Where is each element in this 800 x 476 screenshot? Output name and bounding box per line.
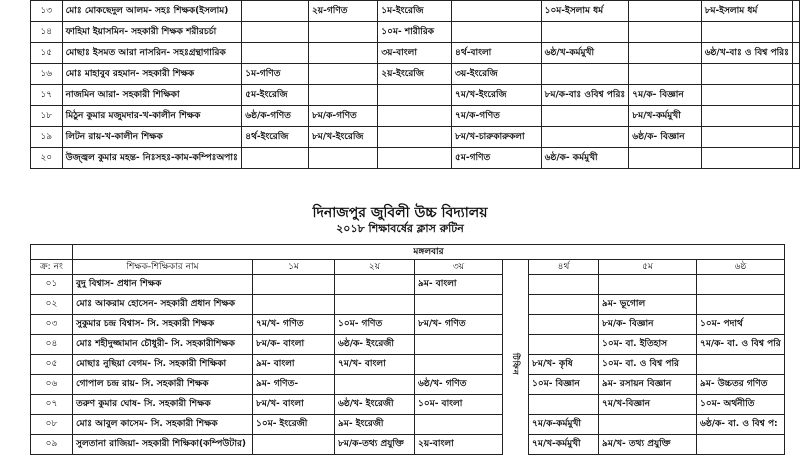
edge-cell (793, 1, 800, 22)
serial-number: ১৫ (31, 43, 63, 64)
table-row (31, 295, 785, 315)
period-cell: ৮ম/ক- বাংলা (253, 335, 335, 355)
period-cell: ১০ম- ইংরেজী (253, 415, 335, 435)
edge-cell (793, 64, 800, 85)
school-name: দিনাজপুর জুবিলী উচ্চ বিদ্যালয় (312, 205, 488, 221)
table-row (31, 22, 800, 43)
period-cell: ৮ম/খ-চারুকারুকলা (452, 127, 542, 148)
table-row (31, 315, 785, 335)
serial-number: ০৪ (31, 335, 73, 355)
header-sn: ক্র: নং (31, 260, 73, 275)
period-cell: ৭ম/খ- বাংলা (335, 355, 415, 375)
period-cell: ৪র্থ-ইংরেজি (242, 127, 309, 148)
period-cell (242, 43, 309, 64)
period-cell: ৭ম/খ-বিজ্ঞান (599, 395, 697, 415)
period-cell (378, 106, 452, 127)
serial-number: ০৩ (31, 315, 73, 335)
period-cell (701, 85, 792, 106)
table-row (31, 395, 785, 415)
header-p5: ৫ম (599, 260, 697, 275)
period-cell (629, 43, 701, 64)
teacher-name: সুকুমার চন্দ্র বিশ্বাস- সি. সহকারী শিক্ষক (73, 315, 253, 335)
period-cell: ২য়-বাংলা (415, 435, 503, 455)
period-cell (599, 415, 697, 435)
tuesday-routine-table (30, 244, 785, 455)
period-cell: ৭ম/ক- বিজ্ঞান (629, 85, 701, 106)
serial-number: ১৯ (31, 127, 63, 148)
period-cell (415, 295, 503, 315)
teacher-name: মোঃ মাহাবুব রহমান- সহকারী শিক্ষক (62, 64, 242, 85)
teacher-name: মোঃ মোকছেদুল আলম- সহঃ শিক্ষক(ইসলাম) (62, 1, 242, 22)
period-cell: ৬ষ্ঠ/খ- গণিত (415, 375, 503, 395)
teacher-name: লিটন রায়-খ-কালীন শিক্ষক (62, 127, 242, 148)
period-cell: ২য়-গণিত (308, 1, 377, 22)
period-cell (529, 275, 599, 295)
period-cell: ১০ম- বা. ইতিহাস (599, 335, 697, 355)
period-cell (452, 1, 542, 22)
edge-cell (793, 106, 800, 127)
period-cell (415, 415, 503, 435)
period-cell: ১০ম- বিজ্ঞান (529, 375, 599, 395)
period-cell: ১০ম-ইসলাম ধর্ম (541, 1, 629, 22)
period-cell: ৯ম- রসায়ন বিজ্ঞান (599, 375, 697, 395)
teacher-name: ফাহিমা ইয়াসমিন- সহকারী শিক্ষক শরীরচর্চা (62, 22, 242, 43)
period-cell: ৮ম/ক-গণিত (308, 106, 377, 127)
period-cell (701, 127, 792, 148)
period-cell: ১০ম- বা. ও বিশ্ব পরি (599, 355, 697, 375)
period-cell: ৮ম/খ- গণিত (415, 315, 503, 335)
serial-number: ২০ (31, 148, 63, 169)
period-cell (253, 435, 335, 455)
serial-number: ০১ (31, 275, 73, 295)
period-cell: ৬ষ্ঠ/ক- ইংরেজী (335, 335, 415, 355)
period-cell (253, 275, 335, 295)
table-row (31, 85, 800, 106)
period-cell (529, 335, 599, 355)
serial-number: ১৮ (31, 106, 63, 127)
table-row (31, 148, 800, 169)
period-cell: ১ম-গণিত (242, 64, 309, 85)
period-cell (415, 355, 503, 375)
period-cell: ৭ম/খ- গণিত (253, 315, 335, 335)
table-row (31, 435, 785, 455)
title-block (0, 204, 800, 236)
serial-number: ০৫ (31, 355, 73, 375)
period-cell: ৭ম/খ-কর্মমুখী (529, 435, 599, 455)
tiffin-break-column (503, 275, 529, 455)
day-spacer (31, 245, 73, 260)
period-cell (378, 148, 452, 169)
period-cell: ৯ম- বাংলা (253, 355, 335, 375)
period-cell: ৭ম/ক- বা. ও বিশ্ব পরি (697, 335, 785, 355)
table-row (31, 415, 785, 435)
period-cell: ৭ম/ক-গণিত (452, 106, 542, 127)
table-row (31, 355, 785, 375)
period-cell (452, 22, 542, 43)
teacher-name: মোঃ আবুল কাসেম- সি. সহকারী শিক্ষক (73, 415, 253, 435)
serial-number: ০৭ (31, 395, 73, 415)
header-p3: ৩য় (415, 260, 503, 275)
tiffin-label: টিফিন (511, 353, 520, 376)
period-cell: ৬ষ্ঠ/খ- ইংরেজী (335, 395, 415, 415)
period-cell: ৬ষ্ঠ/খ-বাঃ ও বিশ্ব পরিঃ (701, 43, 792, 64)
table-row (31, 43, 800, 64)
period-cell (541, 127, 629, 148)
period-cell (308, 148, 377, 169)
routine-title: ২০১৮ শিক্ষাবর্ষের ক্লাস রুটিন (336, 222, 464, 235)
period-cell: ৯ম- ইংরেজী (335, 415, 415, 435)
period-cell (242, 1, 309, 22)
serial-number: ১৭ (31, 85, 63, 106)
period-cell (701, 106, 792, 127)
table-row (31, 335, 785, 355)
period-cell: ১০ম- শারীরিক (378, 22, 452, 43)
teacher-name: তরুণ কুমার ঘোষ- সি. সহকারী শিক্ষক (73, 395, 253, 415)
period-cell: ৬ষ্ঠ/ক- বা. ও বিশ্ব প: (697, 415, 785, 435)
period-cell (378, 127, 452, 148)
serial-number: ১৪ (31, 22, 63, 43)
period-cell: ৯ম- গণিত- (253, 375, 335, 395)
period-cell (541, 22, 629, 43)
teacher-name: মোছাঃ নুছিয়া বেগম- সি. সহকারী শিক্ষিকা (73, 355, 253, 375)
period-cell (629, 64, 701, 85)
period-cell: ৬ষ্ঠ/ক- কর্মমুখী (541, 148, 629, 169)
period-cell (541, 64, 629, 85)
period-cell (697, 295, 785, 315)
period-cell (599, 275, 697, 295)
period-cell: ৯ম- বাংলা (415, 275, 503, 295)
serial-number: ০৮ (31, 415, 73, 435)
teacher-name: গোপাল চন্দ্র রায়- সি. সহকারী শিক্ষক (73, 375, 253, 395)
period-cell: ৬ষ্ঠ/খ-কর্মমুখী (541, 43, 629, 64)
period-cell (629, 148, 701, 169)
period-cell (335, 275, 415, 295)
period-cell (335, 375, 415, 395)
edge-cell (793, 43, 800, 64)
period-cell: ৫ম-গণিত (452, 148, 542, 169)
period-cell: ৩য়-বাংলা (378, 43, 452, 64)
period-cell (529, 315, 599, 335)
period-cell: ৮ম/খ-কর্মমুখী (629, 106, 701, 127)
period-cell (242, 148, 309, 169)
table-row (31, 375, 785, 395)
period-cell (308, 22, 377, 43)
period-cell (253, 295, 335, 315)
table-row (31, 275, 785, 295)
period-cell: ৮ম/ক- বিজ্ঞান (599, 315, 697, 335)
period-cell: ৭ম/ক-কর্মমুখী (529, 415, 599, 435)
period-cell (308, 64, 377, 85)
period-cell: ১ম-ইংরেজি (378, 1, 452, 22)
table-row (31, 127, 800, 148)
teacher-name: মিঠুন কুমার মজুমদার-খ-কালীন শিক্ষক (62, 106, 242, 127)
period-cell (697, 355, 785, 375)
serial-number: ১৩ (31, 1, 63, 22)
period-cell: ৭ম/খ-ইংরেজি (452, 85, 542, 106)
serial-number: ০৯ (31, 435, 73, 455)
period-cell (529, 395, 599, 415)
header-p1: ১ম (253, 260, 335, 275)
period-cell (629, 1, 701, 22)
table-row (31, 106, 800, 127)
table-row (31, 64, 800, 85)
period-cell (701, 22, 792, 43)
period-cell: ৯ম- ভূগোল (599, 295, 697, 315)
teacher-name: উজ্জ্বল কুমার মহন্ত- নিঃসহঃ-কাম-কম্পিঃঅপাঃ (62, 148, 242, 169)
period-cell: ১০ম- বাংলা (415, 395, 503, 415)
period-cell: ৮ম/ক-তথ্য প্রযুক্তি (335, 435, 415, 455)
period-cell: ২য়-ইংরেজি (378, 64, 452, 85)
header-p6: ৬ষ্ঠ (697, 260, 785, 275)
period-cell (378, 85, 452, 106)
period-cell (697, 435, 785, 455)
edge-cell (793, 127, 800, 148)
previous-page-routine-table (30, 0, 800, 169)
serial-number: ০৬ (31, 375, 73, 395)
period-cell: ১০ম- পদার্থ (697, 315, 785, 335)
period-cell: ৬ষ্ঠ/ক-গণিত (242, 106, 309, 127)
header-p4: ৪র্থ (529, 260, 599, 275)
period-cell (701, 148, 792, 169)
period-cell (308, 85, 377, 106)
serial-number: ০২ (31, 295, 73, 315)
teacher-name: নাজমিন আরা- সহকারী শিক্ষিকা (62, 85, 242, 106)
period-cell: ৯ম/খ- তথ্য প্রযুক্তি (599, 435, 697, 455)
teacher-name: সুলতানা রাজিয়া- সহকারী শিক্ষিকা(কম্পিউটার) (73, 435, 253, 455)
table-row (31, 1, 800, 22)
day-label: মঙ্গলবার (73, 245, 785, 260)
edge-cell (793, 148, 800, 169)
period-cell: ৮ম/ক-বাঃ ওবিশ্ব পরিঃ (541, 85, 629, 106)
period-cell (629, 22, 701, 43)
teacher-name: মোঃ আকরাম হোসেন- সহকারী প্রধান শিক্ষক (73, 295, 253, 315)
period-cell: ৯ম- উচ্চতর গণিত (697, 375, 785, 395)
period-cell: ৫ম-ইংরেজি (242, 85, 309, 106)
period-cell: ৮ম/খ- বাংলা (253, 395, 335, 415)
header-name: শিক্ষক-শিক্ষিকার নাম (73, 260, 253, 275)
teacher-name: মোছাঃ ইসমত আরা নাসরিন- সহঃগ্রন্থাগারিক (62, 43, 242, 64)
period-cell (415, 335, 503, 355)
teacher-name: মোঃ শহীদুজ্জামান চৌধুরী- সি. সহকারীশিক্ষক (73, 335, 253, 355)
period-cell (529, 295, 599, 315)
period-cell: ৪র্থ-বাংলা (452, 43, 542, 64)
period-cell (697, 275, 785, 295)
period-cell (701, 64, 792, 85)
period-cell: ৮ম/খ- কৃষি (529, 355, 599, 375)
period-cell (541, 106, 629, 127)
period-cell: ৬ষ্ঠ/ক- বিজ্ঞান (629, 127, 701, 148)
edge-cell (793, 22, 800, 43)
period-cell: ৩য়-ইংরেজি (452, 64, 542, 85)
period-cell (335, 295, 415, 315)
period-cell (242, 22, 309, 43)
header-break (503, 260, 529, 275)
period-cell: ৮ম/খ-ইংরেজি (308, 127, 377, 148)
serial-number: ১৬ (31, 64, 63, 85)
period-cell (308, 43, 377, 64)
teacher-name: বুদু বিশ্বাস- প্রধান শিক্ষক (73, 275, 253, 295)
period-cell: ১০ম- গণিত (335, 315, 415, 335)
header-p2: ২য় (335, 260, 415, 275)
period-cell: ৮ম-ইসলাম ধর্ম (701, 1, 792, 22)
edge-cell (793, 85, 800, 106)
period-cell: ১০ম- অর্থনীতি (697, 395, 785, 415)
